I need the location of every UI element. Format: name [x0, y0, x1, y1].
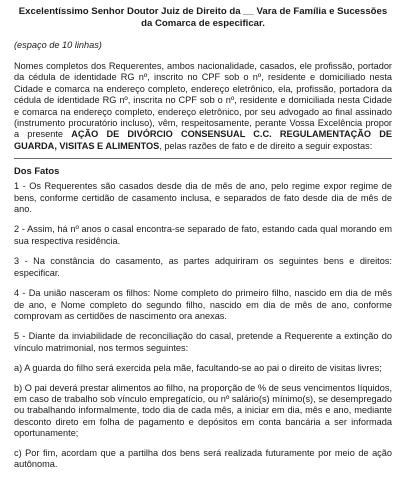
- fact-paragraph-2: 2 - Assim, há nº anos o casal encontra-se separado de fato, estando cada qual morando em sua respectiva residência.: [14, 224, 392, 246]
- intro-paragraph: [14, 61, 392, 152]
- section-title: Dos Fatos: [14, 165, 60, 177]
- intro-text-after: , pelas razões de fato e de direito a seguir expostas:: [159, 140, 373, 151]
- fact-paragraph-3: 3 - Na constância do casamento, as partes adquiriram os seguintes bens e direitos: especificar.: [14, 256, 392, 278]
- fact-paragraph-5: 5 - Diante da inviabilidade de reconciliação do casal, pretende a Requerente a extinção do vínculo matrimonial, nos termos seguintes:: [14, 331, 392, 353]
- section-divider: [14, 158, 392, 159]
- court-address-heading: Excelentíssimo Senhor Doutor Juiz de Direito da __ Vara de Família e Sucessões da Comarca de especificar.: [18, 6, 388, 29]
- fact-paragraph-1: 1 - Os Requerentes são casados desde dia de mês de ano, pelo regime expor regime de bens, conforme certidão de casamento inclusa, e separados de fato desde dia de mês de ano.: [14, 181, 392, 215]
- term-item-b: b) O pai deverá prestar alimentos ao filho, na proporção de % de seus vencimentos líquidos, em caso de trabalho sob vínculo empregatício, ou nº salário(s) mínimo(s), se desempregado ou trabalhando informalmente, todo dia de cada mês, a iniciar em dia, mês e ano, mediante desconto direto em folha de pagamento e depósitos em conta bancária a ser informada oportunamente;: [14, 382, 392, 439]
- fact-paragraph-4: 4 - Da união nasceram os filhos: Nome completo do primeiro filho, nascido em dia de mês de ano, e Nome completo do segundo filho, nascido em dia de mês de ano, conforme comprovam as certidões de nascimento ora anexas.: [14, 288, 392, 321]
- term-item-a: a) A guarda do filho será exercida pela mãe, facultando-se ao pai o direito de visitas livres;: [14, 363, 382, 374]
- spacing-note: (espaço de 10 linhas): [14, 40, 102, 50]
- term-item-c: c) Por fim, acordam que a partilha dos bens será realizada futuramente por meio de ação autônoma.: [14, 447, 392, 469]
- intro-text-before: Nomes completos dos Requerentes, ambos nacionalidade, casados, ele profissão, portador da cédula de identidade RG nº, inscrito no CPF sob o nº, residente e domiciliado nesta Cidade e comarca na endereço completo, endereço eletrônico, ela, profissão, portadora da cédula de identidade RG nº, inscrita no CPF sob o nº, residente e domiciliada nesta Cidade e comarca na endereço completo, endereço eletrônico, por seu advogado ao final assinado (instrumento procuratório incluso), vêm, respeitosamente, perante Vossa Excelência propor a presente: [14, 61, 392, 140]
- action-name: AÇÃO DE DIVÓRCIO CONSENSUAL C.C. REGULAMENTAÇÃO DE GUARDA, VISITAS E ALIMENTOS: [14, 129, 392, 151]
